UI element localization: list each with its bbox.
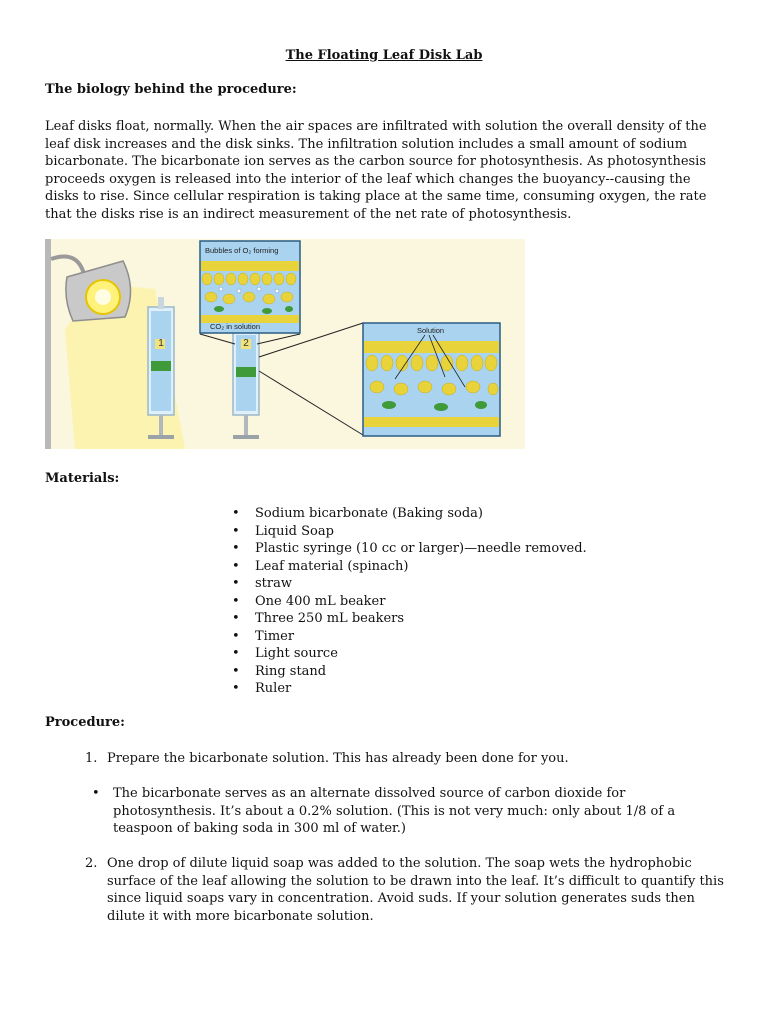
list-item: • Liquid Soap <box>232 523 587 541</box>
step-text: Prepare the bicarbonate solution. This has already been done for you. <box>107 751 569 766</box>
list-item: • One 400 mL beaker <box>232 593 587 611</box>
solution-label: Solution <box>417 326 445 335</box>
list-item: • Ring stand <box>232 663 587 681</box>
lamp-stand <box>45 239 51 449</box>
syringe-2-number: 2 <box>243 338 249 349</box>
bullet-icon: • <box>92 786 100 801</box>
syringe-1-number: 1 <box>158 338 164 349</box>
co2-label: CO₂ in solution <box>210 322 261 331</box>
leaf-inset-bubbles <box>200 241 300 333</box>
step-number: 1. <box>85 751 98 766</box>
bubbles-label: Bubbles of O₂ forming <box>205 246 279 255</box>
list-item: • Plastic syringe (10 cc or larger)—needle removed. <box>232 540 587 558</box>
step-text: One drop of dilute liquid soap was added to the solution. The soap wets the hydrophobic surface of the leaf allowing the solution to be drawn into the leaf. It’s difficult to quantify this since liquid soaps vary in concentration. Avoid suds. If your solution generates suds then dilute it with more bicarbonate solution. <box>107 856 724 924</box>
procedure-step-2 <box>85 855 725 925</box>
page-title: The Floating Leaf Disk Lab <box>285 48 483 63</box>
materials-list <box>232 505 587 698</box>
list-item: • Light source <box>232 645 587 663</box>
procedure-heading: Procedure: <box>45 715 125 730</box>
leaf-disk-figure <box>45 239 525 449</box>
list-item: • straw <box>232 575 587 593</box>
biology-paragraph: Leaf disks float, normally. When the air spaces are infiltrated with solution the overall density of the leaf disk increases and the disk sinks. The infiltration solution includes a small amount of sodium bicarbonate. The bicarbonate ion serves as the carbon source for photosynthesis. As photosynthesis proceeds oxygen is released into the interior of the leaf which changes the buoyancy--causing the disks to rise. Since cellular respiration is taking place at the same time, consuming oxygen, the rate that the disks rise is an indirect measurement of the net rate of photosynthesis. <box>45 119 707 222</box>
list-item: • Timer <box>232 628 587 646</box>
sub-bullet-text: The bicarbonate serves as an alternate dissolved source of carbon dioxide for photosynthesis. It’s about a 0.2% solution. (This is not very much: only about 1/8 of a teaspoon of baking soda in 300 ml of water.) <box>113 786 676 836</box>
list-item: • Sodium bicarbonate (Baking soda) <box>232 505 587 523</box>
biology-heading: The biology behind the procedure: <box>45 82 297 97</box>
list-item: • Ruler <box>232 680 587 698</box>
procedure-step-1 <box>85 750 725 768</box>
list-item: • Three 250 mL beakers <box>232 610 587 628</box>
list-item: • Leaf material (spinach) <box>232 558 587 576</box>
bulb-glow <box>95 289 111 305</box>
materials-heading: Materials: <box>45 471 120 486</box>
procedure-sub-bullet <box>92 785 727 838</box>
leaf-inset-solution <box>363 323 500 436</box>
step-number: 2. <box>85 856 98 871</box>
